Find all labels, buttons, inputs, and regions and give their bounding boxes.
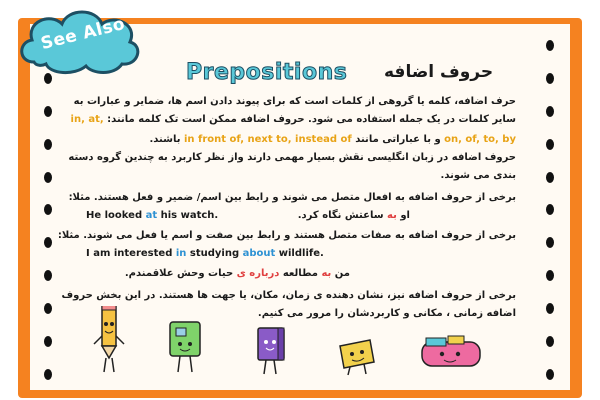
binder-dot [546, 237, 554, 248]
binder-dot [546, 336, 554, 347]
text-span: I am interested [86, 248, 173, 259]
highlight-text: به [321, 268, 332, 279]
text-span: حیات وحش علاقمندم. [124, 268, 234, 279]
pencil-character-icon [92, 306, 126, 376]
binder-dot [546, 73, 554, 84]
binder-dot [44, 172, 52, 183]
binder-dot [546, 106, 554, 117]
highlight-text: about [242, 248, 276, 259]
highlight-text: به [387, 210, 397, 221]
highlight-text: at [145, 210, 158, 221]
title-persian: حروف اضافه [384, 62, 494, 82]
binder-dot [44, 204, 52, 215]
binder-dot [546, 172, 554, 183]
text-span: او [400, 210, 410, 221]
example-persian-2 [124, 268, 350, 279]
highlight-text: in [175, 248, 187, 259]
text-span: مطالعه [282, 268, 318, 279]
pencil-case-character-icon [418, 334, 488, 374]
eraser-character-icon [334, 336, 380, 376]
binder-dot [546, 204, 554, 215]
text-span: و با عباراتی مانند [355, 134, 441, 145]
text-span: سایر کلمات در یک جمله استفاده می شود. حروف اضافه ممکن است تک کلمه مانند: [107, 114, 516, 125]
paragraph-line [70, 114, 516, 125]
highlight-text: in, at, [70, 114, 104, 125]
binder-dot [44, 106, 52, 117]
binder-dot [546, 303, 554, 314]
cloud-label: See Also [38, 13, 128, 55]
binder-dot [44, 270, 52, 281]
binder-dot [44, 336, 52, 347]
paragraph-line: اضافه زمانی ، مکانی و کاربردشان را مرور می کنیم. [257, 308, 516, 319]
paragraph-line: حرف اضافه، کلمه یا گروهی از کلمات است که برای پیوند دادن اسم ها، ضمایر و عبارات به [73, 96, 516, 107]
binder-dots-right [546, 40, 556, 380]
example-english-1 [86, 210, 218, 221]
text-span: wildlife. [278, 248, 324, 259]
highlight-text: on, of, to, by [444, 134, 516, 145]
title-english: Prepositions [186, 60, 348, 85]
binder-dot [546, 40, 554, 51]
text-span: studying [189, 248, 240, 259]
text-span: من [334, 268, 350, 279]
paragraph-line: بندی می شوند. [440, 170, 516, 181]
binder-dot [44, 369, 52, 380]
binder-dot [546, 369, 554, 380]
text-span: باشند. [149, 134, 181, 145]
paragraph-line: برخی از حروف اضافه نیز، نشان دهنده ی زمان، مکان، یا جهت ها هستند. در این بخش حروف [61, 290, 516, 301]
example-english-2 [86, 248, 324, 259]
binder-dot [546, 139, 554, 150]
binder-dot [44, 237, 52, 248]
text-span: his watch. [160, 210, 219, 221]
highlight-text: in front of, next to, instead of [183, 134, 352, 145]
paragraph-line [86, 134, 516, 145]
text-span: ساعتش نگاه کرد. [297, 210, 384, 221]
binder-dot [546, 270, 554, 281]
text-span: He looked [86, 210, 143, 221]
paragraph-line: حروف اضافه در زبان انگلیسی نقش بسیار مهمی دارند واز نظر کاربرد به چندین گروه دسته [68, 152, 516, 163]
sharpener-character-icon [166, 318, 206, 376]
binder-dots-left [44, 40, 54, 380]
book-character-icon [252, 324, 292, 376]
highlight-text: درباره ی [236, 268, 280, 279]
paragraph-line: برخی از حروف اضافه به افعال متصل می شوند و رابط بین اسم/ ضمیر و فعل هستند. مثلا: [68, 192, 516, 203]
paragraph-line: برخی از حروف اضافه به صفات متصل هستند و رابط بین صفت و اسم یا فعل می شوند. مثلا: [57, 230, 516, 241]
binder-dot [44, 303, 52, 314]
binder-dot [44, 139, 52, 150]
example-persian-1 [280, 210, 410, 221]
